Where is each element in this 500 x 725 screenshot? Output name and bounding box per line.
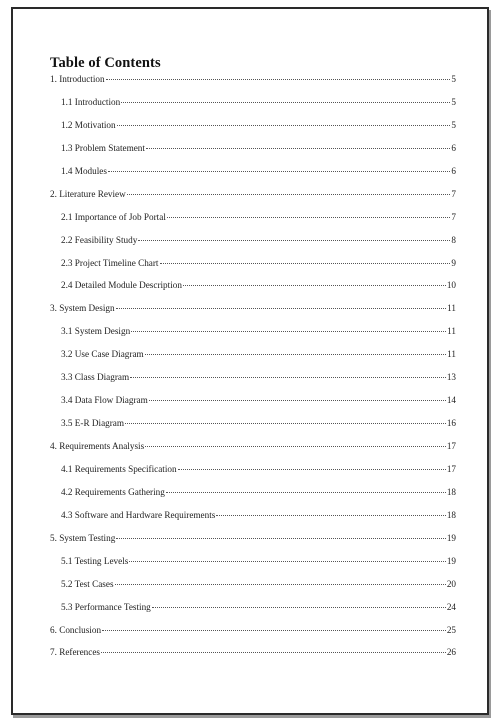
toc-entry-page-number: 5 xyxy=(451,74,456,84)
dot-leader xyxy=(145,354,446,355)
toc-subsection-entry[interactable] xyxy=(50,370,456,393)
toc-title: Table of Contents xyxy=(50,55,161,71)
toc-entry-page-number: 17 xyxy=(446,441,456,451)
toc-entry-label: 2.3 Project Timeline Chart xyxy=(61,257,159,268)
toc-entry-page-number: 11 xyxy=(447,349,456,360)
dot-leader xyxy=(108,171,450,172)
dot-leader xyxy=(106,79,451,80)
toc-subsection-entry[interactable] xyxy=(50,347,456,370)
toc-entry-page-number: 5 xyxy=(451,119,456,130)
toc-entry-page-number: 8 xyxy=(451,234,456,245)
toc-entry-label: 2.1 Importance of Job Portal xyxy=(61,211,166,222)
toc-subsection-entry[interactable] xyxy=(50,416,456,439)
dot-leader xyxy=(121,102,450,103)
toc-entry-page-number: 10 xyxy=(446,280,456,291)
toc-entry-label: 4.2 Requirements Gathering xyxy=(61,486,165,497)
toc-subsection-entry[interactable] xyxy=(50,95,456,118)
toc-entry-label: 1.4 Modules xyxy=(61,165,107,176)
toc-section-entry[interactable] xyxy=(50,645,456,668)
toc-entry-page-number: 19 xyxy=(446,555,456,566)
toc-entry-label: 4.1 Requirements Specification xyxy=(61,463,177,474)
toc-entry-label: 2. Literature Review xyxy=(50,188,126,199)
toc-subsection-entry[interactable] xyxy=(50,577,456,600)
toc-section-entry[interactable] xyxy=(50,187,456,210)
toc-entry-label: 4. Requirements Analysis xyxy=(50,441,145,451)
toc-entry-label: 1.3 Problem Statement xyxy=(61,142,145,153)
dot-leader xyxy=(178,469,446,470)
toc-entry-page-number: 19 xyxy=(446,532,456,543)
dot-leader xyxy=(216,515,445,516)
dot-leader xyxy=(115,584,446,585)
toc-entry-label: 2.2 Feasibility Study xyxy=(61,234,138,245)
toc-entry-page-number: 18 xyxy=(446,486,456,497)
toc-entry-label: 3.2 Use Case Diagram xyxy=(61,349,144,360)
toc-entry-page-number: 6 xyxy=(451,165,456,176)
toc-entry-page-number: 9 xyxy=(451,257,456,268)
toc-subsection-entry[interactable] xyxy=(50,393,456,416)
dot-leader xyxy=(101,652,446,653)
toc-subsection-entry[interactable] xyxy=(50,600,456,623)
dot-leader xyxy=(116,538,446,539)
toc-entry-page-number: 17 xyxy=(446,463,456,474)
toc-entry-page-number: 26 xyxy=(446,647,456,658)
dot-leader xyxy=(145,446,446,447)
toc-entry-page-number: 11 xyxy=(447,303,456,314)
dot-leader xyxy=(129,561,445,562)
toc-entry-label: 5. System Testing xyxy=(50,532,116,543)
toc-entry-page-number: 7 xyxy=(451,211,456,222)
toc-subsection-entry[interactable] xyxy=(50,256,456,279)
toc-entry-label: 5.1 Testing Levels xyxy=(61,555,129,566)
toc-entry-label: 5.3 Performance Testing xyxy=(61,601,151,612)
dot-leader xyxy=(167,217,451,218)
dot-leader xyxy=(138,240,450,241)
toc-entry-page-number: 25 xyxy=(446,624,456,635)
toc-entry-page-number: 6 xyxy=(451,142,456,153)
toc-section-entry[interactable] xyxy=(50,72,456,95)
dot-leader xyxy=(146,148,450,149)
dot-leader xyxy=(127,194,451,195)
toc-entry-page-number: 11 xyxy=(447,326,456,337)
toc-subsection-entry[interactable] xyxy=(50,141,456,164)
toc-entry-label: 3.5 E-R Diagram xyxy=(61,418,125,429)
toc-entry-label: 2.4 Detailed Module Description xyxy=(61,280,182,291)
toc-entry-label: 5.2 Test Cases xyxy=(61,578,114,589)
toc-subsection-entry[interactable] xyxy=(50,278,456,301)
toc-entry-page-number: 5 xyxy=(451,96,456,107)
toc-entry-label: 3.3 Class Diagram xyxy=(61,372,130,383)
dot-leader xyxy=(131,331,446,332)
toc-entry-label: 1.1 Introduction xyxy=(61,96,121,107)
toc-subsection-entry[interactable] xyxy=(50,508,456,531)
toc-entry-label: 3.1 System Design xyxy=(61,326,131,337)
toc-entry-label: 3. System Design xyxy=(50,303,115,314)
dot-leader xyxy=(117,125,451,126)
toc-entry-label: 6. Conclusion xyxy=(50,624,102,635)
toc-subsection-entry[interactable] xyxy=(50,485,456,508)
toc-subsection-entry[interactable] xyxy=(50,164,456,187)
toc-list xyxy=(50,72,456,668)
toc-section-entry[interactable] xyxy=(50,439,456,462)
dot-leader xyxy=(149,400,446,401)
toc-subsection-entry[interactable] xyxy=(50,324,456,347)
toc-entry-label: 3.4 Data Flow Diagram xyxy=(61,395,148,406)
dot-leader xyxy=(130,377,446,378)
toc-subsection-entry[interactable] xyxy=(50,210,456,233)
dot-leader xyxy=(166,492,446,493)
toc-entry-label: 1. Introduction xyxy=(50,74,105,84)
dot-leader xyxy=(152,607,446,608)
toc-subsection-entry[interactable] xyxy=(50,462,456,485)
toc-entry-page-number: 7 xyxy=(451,188,456,199)
toc-entry-page-number: 18 xyxy=(446,509,456,520)
toc-entry-page-number: 16 xyxy=(446,418,456,429)
toc-subsection-entry[interactable] xyxy=(50,554,456,577)
toc-entry-page-number: 24 xyxy=(446,601,456,612)
document-page xyxy=(11,7,489,715)
toc-entry-label: 4.3 Software and Hardware Requirements xyxy=(61,509,216,520)
dot-leader xyxy=(125,423,446,424)
toc-subsection-entry[interactable] xyxy=(50,118,456,141)
toc-entry-page-number: 20 xyxy=(446,578,456,589)
toc-entry-page-number: 14 xyxy=(446,395,456,406)
toc-section-entry[interactable] xyxy=(50,623,456,646)
toc-subsection-entry[interactable] xyxy=(50,233,456,256)
dot-leader xyxy=(183,285,446,286)
toc-section-entry[interactable] xyxy=(50,301,456,324)
toc-section-entry[interactable] xyxy=(50,531,456,554)
dot-leader xyxy=(102,630,446,631)
dot-leader xyxy=(116,308,447,309)
toc-entry-label: 7. References xyxy=(50,647,100,658)
toc-entry-label: 1.2 Motivation xyxy=(61,119,116,130)
dot-leader xyxy=(160,263,451,264)
toc-entry-page-number: 13 xyxy=(446,372,456,383)
